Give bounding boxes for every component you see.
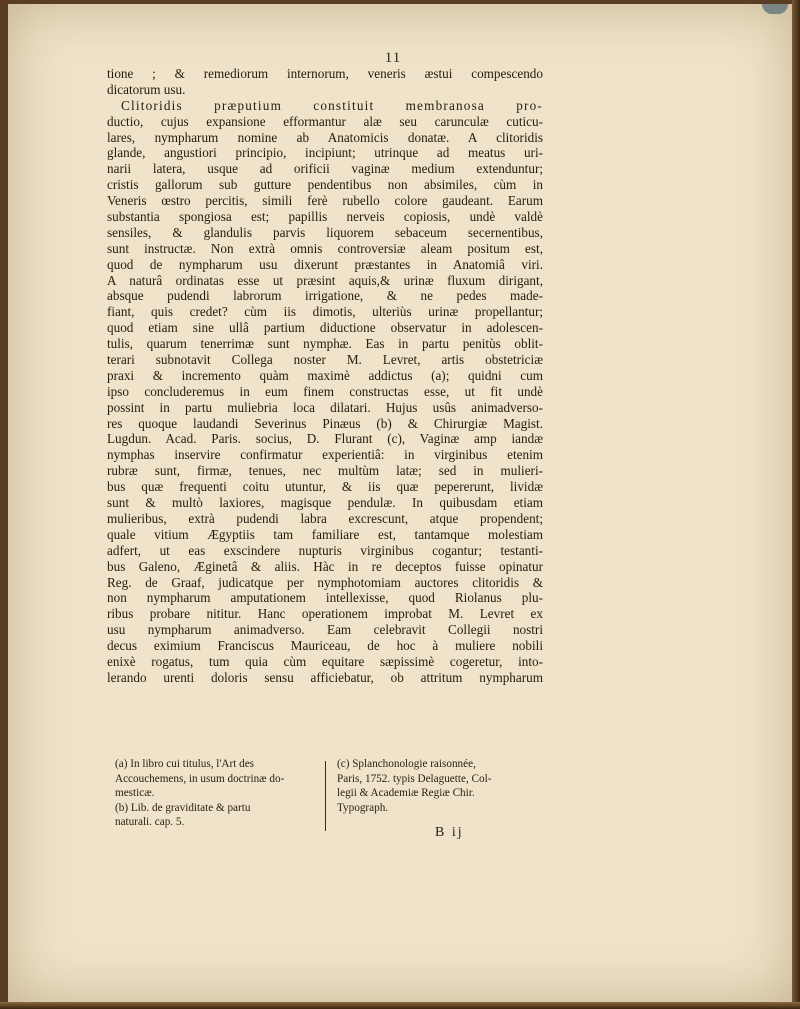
footnote-line: (b) Lib. de graviditate & partu	[115, 801, 251, 814]
body-text	[107, 66, 543, 686]
footnote-line: Paris, 1752. typis Delaguette, Col-	[337, 772, 492, 785]
text-line: ductio, cujus expansione efformantur alæ seu carunculæ cuticu-	[107, 113, 543, 129]
text-line: Lugdun. Acad. Paris. socius, D. Flurant (c), Vaginæ amp iandæ	[107, 431, 543, 447]
footnote-line: Typograph.	[337, 801, 389, 814]
text-line: Reg. de Graaf, judicatque per nymphotomiam auctores clitoridis &	[107, 574, 543, 590]
text-line: sensiles, & glandulis parvis liquorem sebaceum secernentibus,	[107, 224, 543, 240]
text-line: bus quæ frequenti coitu utuntur, & iis quæ pepererunt, lividæ	[107, 479, 543, 495]
text-line: terari subnotavit Collega noster M. Levret, artis obstetriciæ	[107, 352, 543, 368]
text-line: quale vitium Ægyptiis tam familiare est, tantamque molestiam	[107, 526, 543, 542]
text-line: substantia spongiosa est; papillis nerveis copiosis, undè valdè	[107, 209, 543, 225]
text-line: tulis, quarum tenerrimæ sunt nymphæ. Eas in partu penitùs oblit-	[107, 336, 543, 352]
text-line: A naturâ ordinatas esse ut præsint aquis,& urinæ fluxum dirigant,	[107, 272, 543, 288]
footnotes-right-column	[337, 757, 542, 815]
text-line: ribus probare nititur. Hanc operationem improbat M. Levret ex	[107, 606, 543, 622]
signature-mark: B ij	[435, 825, 464, 840]
text-line: sunt instructæ. Non extrà omnis controversiæ aleam positum est,	[107, 240, 543, 256]
text-line: nymphas inservire confirmatur experientiâ: in virginibus etenim	[107, 447, 543, 463]
text-line: tione ; & remediorum internorum, veneris æstui compescendo	[107, 66, 543, 81]
footnote-line: (c) Splanchonologie raisonnée,	[337, 758, 476, 770]
text-line: Clitoridis præputium constituit membranosa pro-	[121, 97, 543, 113]
page-number: 11	[384, 50, 402, 66]
text-line: lerando urenti doloris sensu afficiebatur, ob attritum nympharum	[107, 669, 543, 685]
text-line: quod etiam sine ullâ partium diductione observatur in adolescen-	[107, 320, 543, 336]
text-line: sunt & multò laxiores, magisque pendulæ. In quibusdam etiam	[107, 495, 543, 511]
text-line: cristis gallorum sub gutture pendentibus non absimiles, cùm in	[107, 177, 543, 193]
page-edge-bottom	[0, 1002, 800, 1009]
footnotes-left-column	[115, 757, 320, 830]
text-line: fiant, quis credet? cùm iis dimotis, ulteriùs urinæ propellantur;	[107, 304, 543, 320]
text-line: adfert, ut eas exscindere nupturis virginibus cogantur; testanti-	[107, 542, 543, 558]
text-line: dicatorum usu.	[107, 81, 186, 97]
footnote-line: (a) In libro cui titulus, l'Art des	[115, 758, 255, 770]
text-line: narii latera, usque ad orificii vaginæ medium extenduntur;	[107, 161, 543, 177]
text-line: absque pudendi labrorum irrigatione, & ne pedes made-	[107, 288, 543, 304]
text-line: rubræ sunt, firmæ, tenues, nec multùm latæ; sed in mulieri-	[107, 463, 543, 479]
text-line: quod de nympharum usu dixerunt præstantes in Anatomiâ viri.	[107, 256, 543, 272]
text-line: res quoque laudandi Severinus Pinæus (b) & Chirurgiæ Magist.	[107, 415, 543, 431]
text-line: usu nympharum animadverso. Eam celebravit Collegii nostri	[107, 622, 543, 638]
text-line: lares, nympharum nomine ab Anatomicis donatæ. A clitoridis	[107, 129, 543, 145]
text-line: possint in partu muliebria loca dilatari. Hujus usûs animadverso-	[107, 399, 543, 415]
footnote-column-divider	[325, 761, 326, 831]
text-line: glande, angustiori principio, incipiunt; utrinque ad meatus uri-	[107, 145, 543, 161]
footnote-line: naturali. cap. 5.	[115, 816, 185, 828]
page-edge-right	[792, 0, 800, 1009]
footnote-line: Accouchemens, in usum doctrinæ do-	[115, 772, 285, 785]
footnote-line: mesticæ.	[115, 787, 155, 799]
text-line: enixè rogatus, tum quia cùm equitare sæpissimè cogeretur, into-	[107, 653, 543, 669]
text-line: Veneris œstro percitis, simili ferè rubello colore gaudeant. Earum	[107, 193, 543, 209]
text-line: decus eximium Franciscus Mauriceau, de hoc à muliere nobili	[107, 638, 543, 654]
text-line: non nympharum amputationem intellexisse, quod Riolanus plu-	[107, 590, 543, 606]
text-line: bus Galeno, Æginetâ & aliis. Hàc in re deceptos fuisse opinatur	[107, 558, 543, 574]
footnote-line: legii & Academiæ Regiæ Chir.	[337, 787, 475, 799]
text-line: ipso concluderemus in eum finem constructas esse, ut fit undè	[107, 383, 543, 399]
text-line: praxi & incremento quàm maximè addictus (a); quidni cum	[107, 367, 543, 383]
text-line: mulieribus, extrà pudendi labra excrescunt, atque propendent;	[107, 510, 543, 526]
